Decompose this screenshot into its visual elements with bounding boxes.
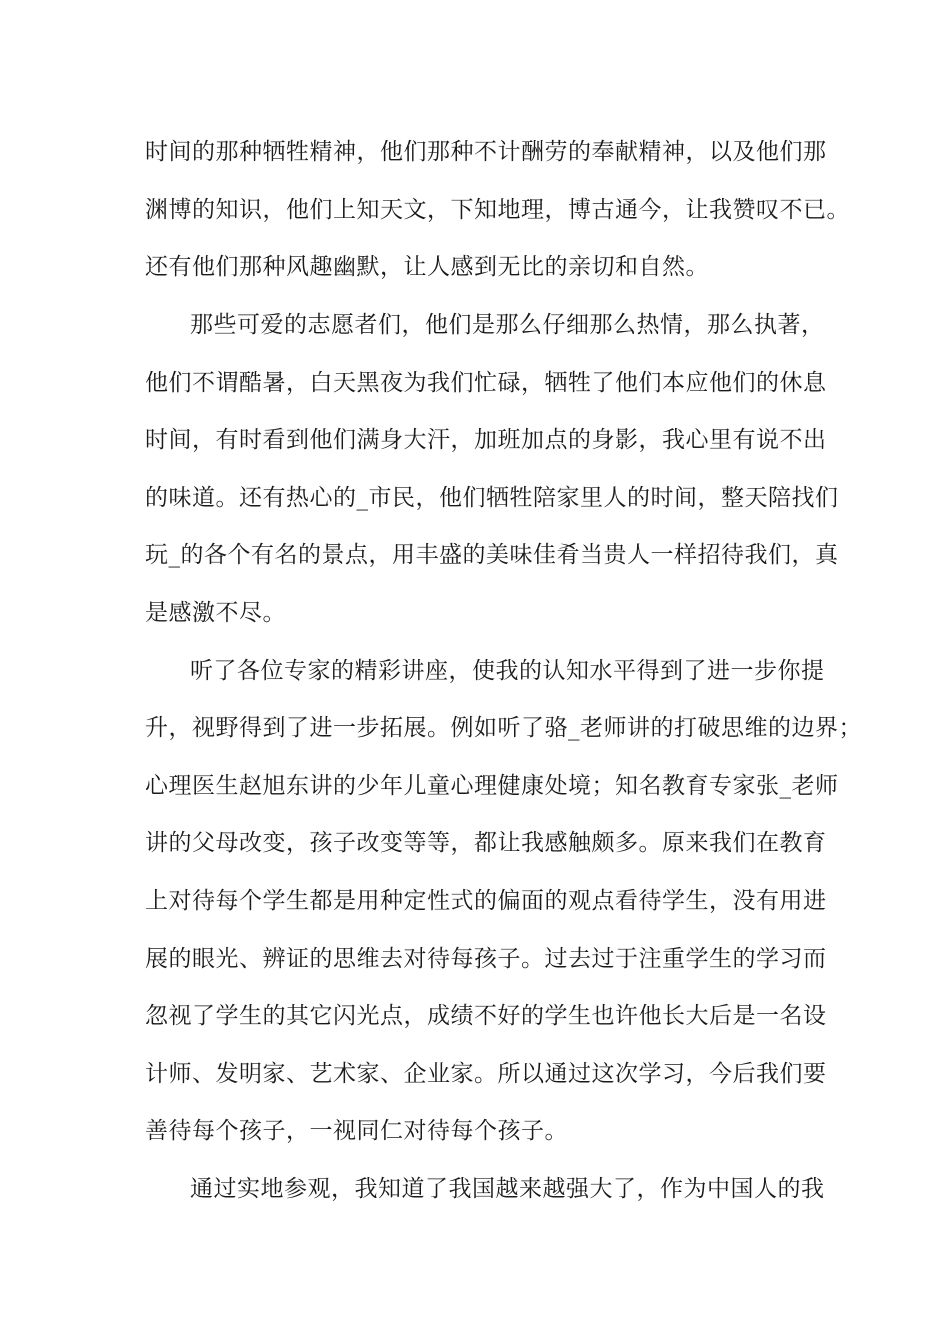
text-line: 的味道。还有热心的_市民，他们牺牲陪家里人的时间，整天陪找们: [145, 485, 839, 511]
text-line: 时间，有时看到他们满身大汗，加班加点的身影，我心里有说不出: [145, 427, 827, 453]
paragraph-first-line: 那些可爱的志愿者们，他们是那么仔细那么热情，那么执著，: [190, 312, 825, 338]
text-line: 升，视野得到了进一步拓展。例如听了骆_老师讲的打破思维的边界；: [145, 715, 862, 741]
text-line: 心理医生赵旭东讲的少年儿童心理健康处境；知名教育专家张_老师: [145, 773, 839, 799]
text-line: 他们不谓酷暑，白天黑夜为我们忙碌，牺牲了他们本应他们的休息: [145, 370, 827, 396]
text-line: 是感激不尽。: [145, 600, 286, 626]
text-line: 时间的那种牺牲精神，他们那种不计酬劳的奉献精神，以及他们那: [145, 139, 827, 165]
text-line: 讲的父母改变，孩子改变等等，都让我感触颇多。原来我们在教育: [145, 830, 827, 856]
paragraph-first-line: 通过实地参观，我知道了我国越来越强大了，作为中国人的我: [190, 1176, 825, 1202]
text-line: 玩_的各个有名的景点，用丰盛的美味佳肴当贵人一样招待我们，真: [145, 542, 839, 568]
text-line: 计师、发明家、艺术家、企业家。所以通过这次学习，今后我们要: [145, 1061, 827, 1087]
text-line: 渊博的知识，他们上知天文，下知地理，博古通今，让我赞叹不已。: [145, 197, 850, 223]
paragraph-first-line: 听了各位专家的精彩讲座，使我的认知水平得到了进一步你提: [190, 658, 825, 684]
text-line: 上对待每个学生都是用种定性式的偏面的观点看待学生，没有用进: [145, 888, 827, 914]
text-line: 忽视了学生的其它闪光点，成绩不好的学生也许他长大后是一名设: [145, 1003, 827, 1029]
text-line: 展的眼光、辨证的思维去对待每孩子。过去过于注重学生的学习而: [145, 946, 827, 972]
text-line: 善待每个孩子，一视同仁对待每个孩子。: [145, 1118, 568, 1144]
text-line: 还有他们那种风趣幽默，让人感到无比的亲切和自然。: [145, 254, 709, 280]
